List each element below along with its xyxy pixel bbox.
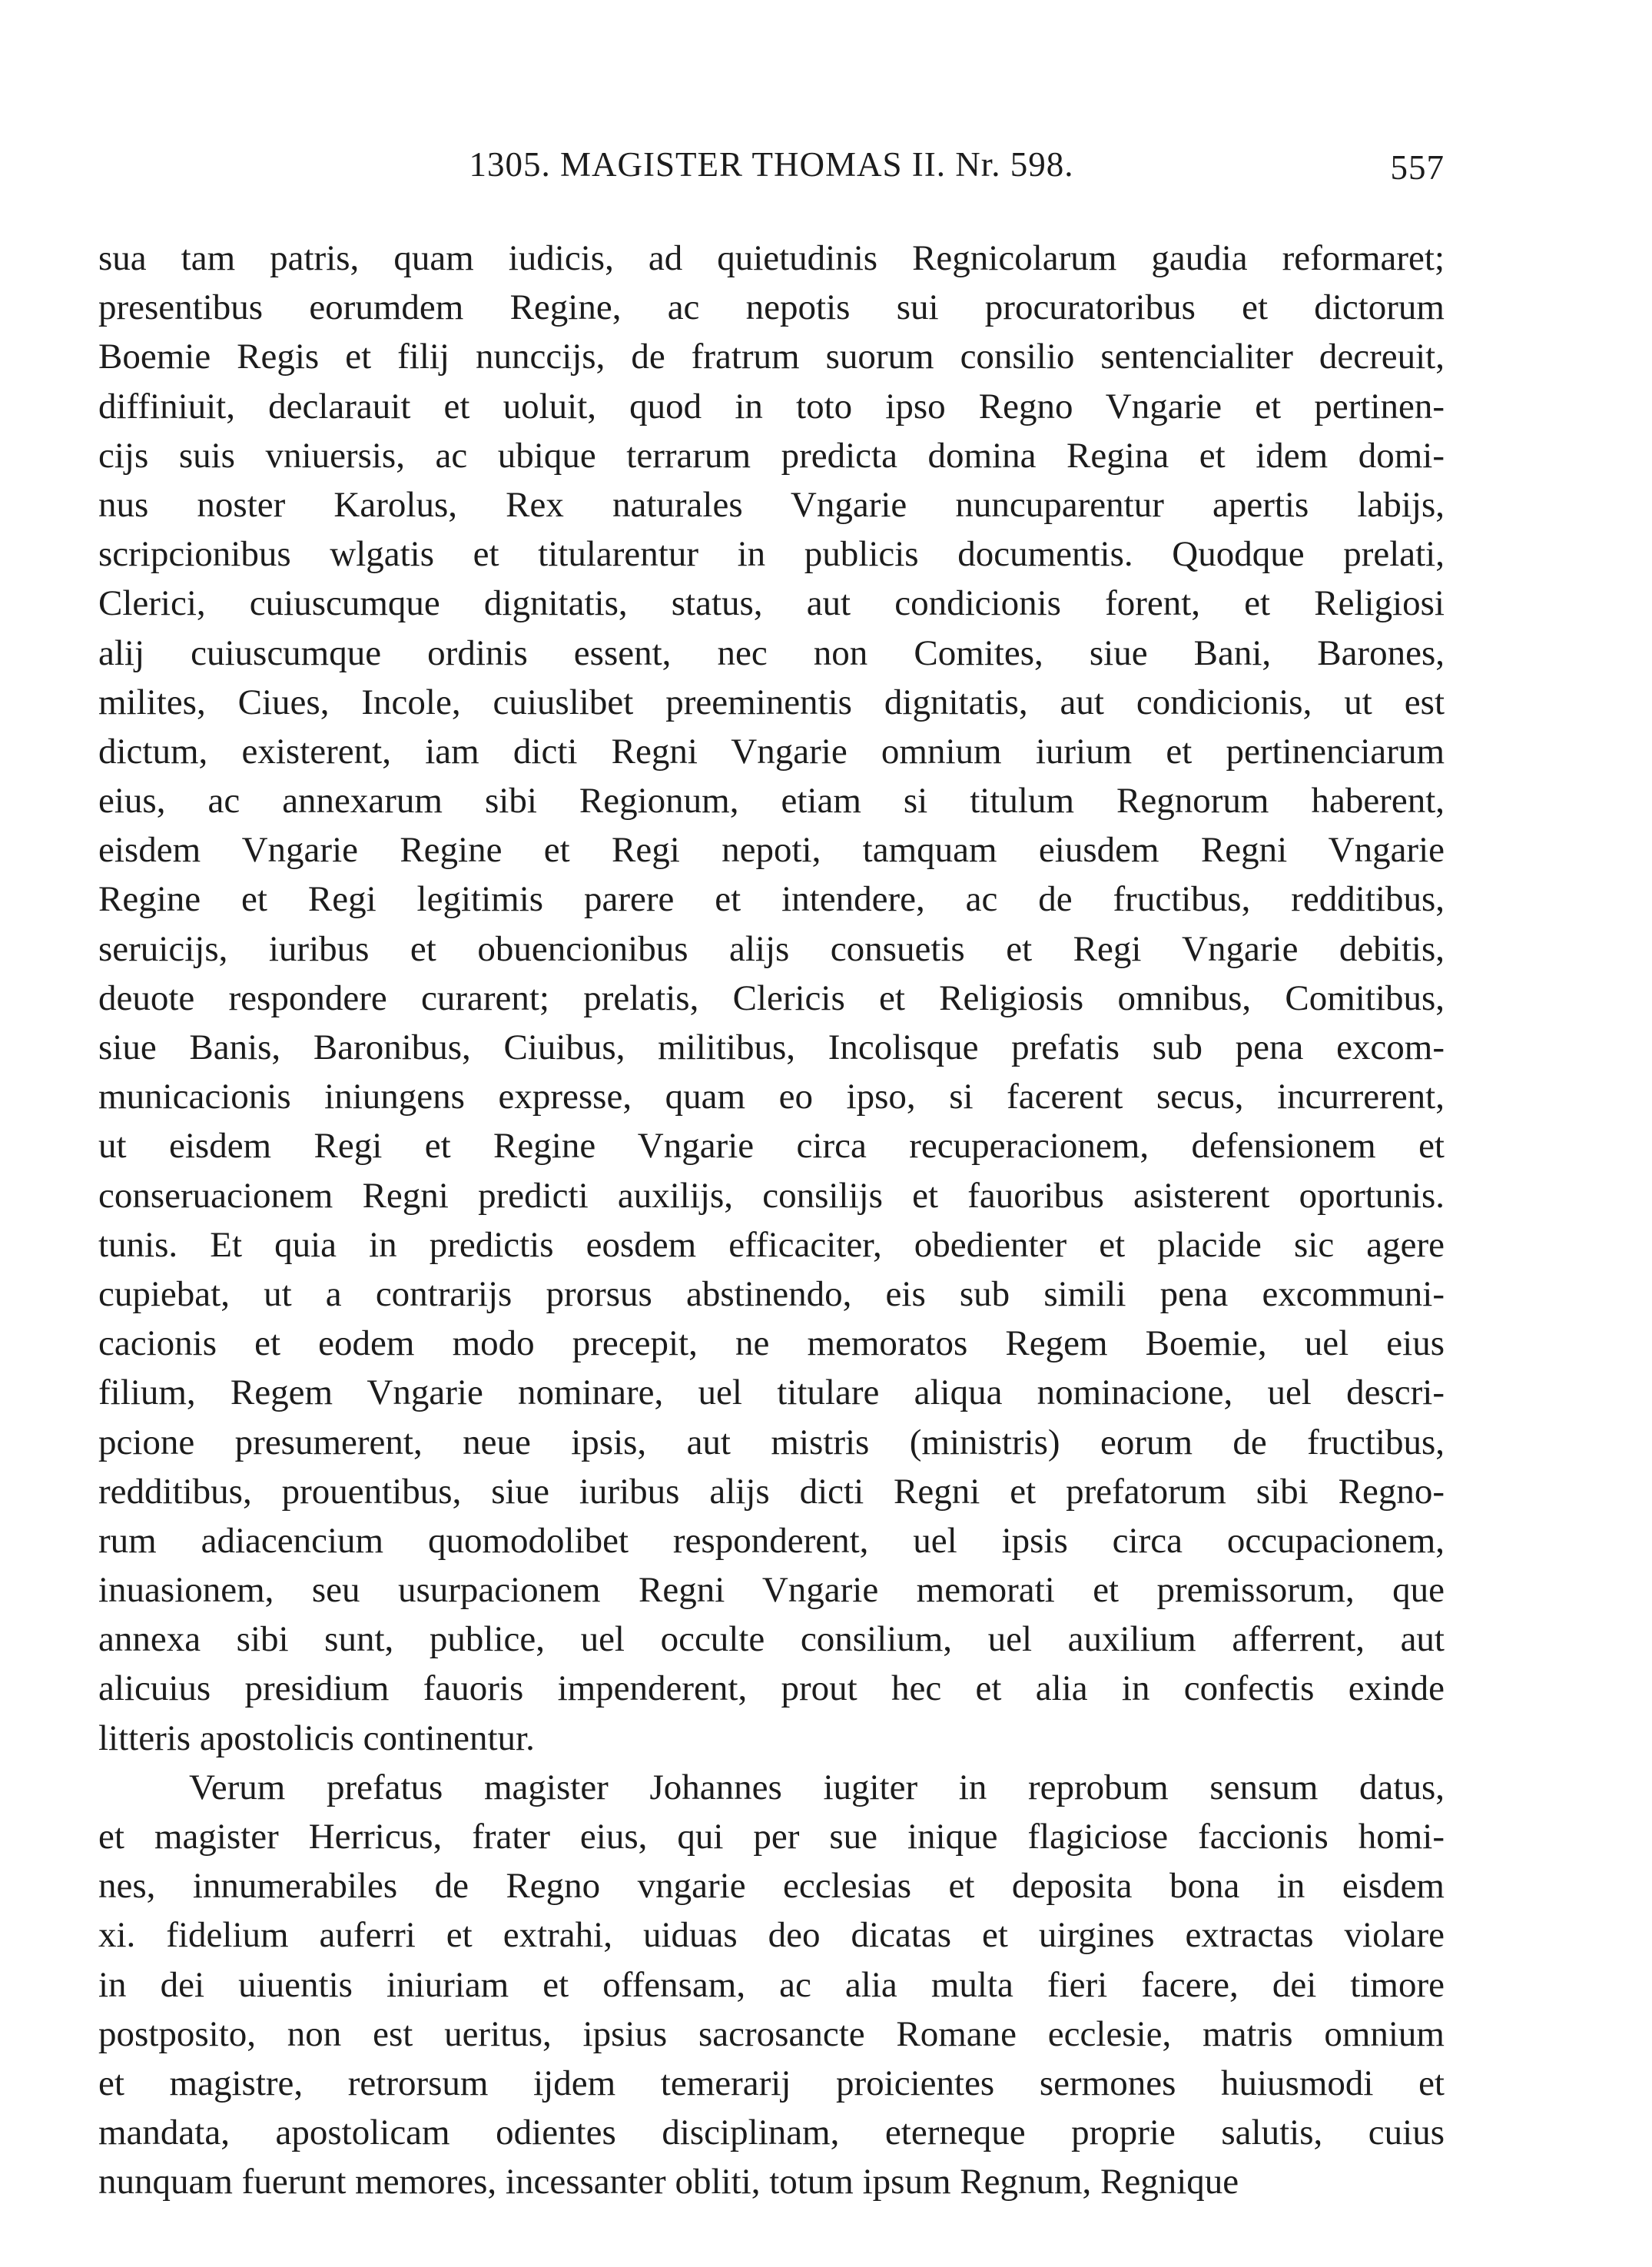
text-line: eius, ac annexarum sibi Regionum, etiam si titulum Regnorum haberent,: [98, 781, 1445, 821]
text-line: annexa sibi sunt, publice, uel occulte consilium, uel auxilium afferrent, aut: [98, 1619, 1445, 1660]
text-line: alij cuiuscumque ordinis essent, nec non Comites, siue Bani, Barones,: [98, 632, 1445, 673]
text-line: dictum, existerent, iam dicti Regni Vngarie omnium iurium et pertinenciarum: [98, 731, 1445, 772]
page-number: 557: [1390, 148, 1445, 187]
text-line: inuasionem, seu usurpacionem Regni Vngarie memorati et premissorum, que: [98, 1570, 1445, 1611]
text-line: et magister Herricus, frater eius, qui per sue inique flagiciose faccionis homi-: [98, 1817, 1445, 1857]
text-line: redditibus, prouentibus, siue iuribus alijs dicti Regni et prefatorum sibi Regno-: [98, 1471, 1445, 1512]
text-line: municacionis iniungens expresse, quam eo ipso, si facerent secus, incurrerent,: [98, 1077, 1445, 1117]
text-line: mandata, apostolicam odientes disciplinam, eterneque proprie salutis, cuius: [98, 2113, 1445, 2153]
text-line: filium, Regem Vngarie nominare, uel titulare aliqua nominacione, uel descri-: [98, 1372, 1445, 1413]
text-line: litteris apostolicis continentur.: [98, 1718, 535, 1758]
text-line: Regine et Regi legitimis parere et intendere, ac de fructibus, redditibus,: [98, 879, 1445, 920]
text-line: Clerici, cuiuscumque dignitatis, status, aut condicionis forent, et Religiosi: [98, 583, 1445, 624]
text-line: nus noster Karolus, Rex naturales Vngarie nuncuparentur apertis labijs,: [98, 484, 1445, 525]
text-line: rum adiacencium quomodolibet responderent, uel ipsis circa occupacionem,: [98, 1520, 1445, 1561]
text-line: alicuius presidium fauoris impenderent, prout hec et alia in confectis exinde: [98, 1668, 1445, 1709]
text-line: Boemie Regis et filij nunccijs, de fratrum suorum consilio sentencialiter decreuit,: [98, 337, 1445, 377]
text-line: Verum prefatus magister Johannes iugiter in reprobum sensum datus,: [189, 1767, 1445, 1807]
text-line: ut eisdem Regi et Regine Vngarie circa recuperacionem, defensionem et: [98, 1126, 1445, 1167]
text-line: seruicijs, iuribus et obuencionibus alijs consuetis et Regi Vngarie debitis,: [98, 928, 1445, 969]
text-line: sua tam patris, quam iudicis, ad quietudinis Regnicolarum gaudia reformaret;: [98, 238, 1445, 278]
text-line: eisdem Vngarie Regine et Regi nepoti, tamquam eiusdem Regni Vngarie: [98, 830, 1445, 871]
text-line: presentibus eorumdem Regine, ac nepotis sui procuratoribus et dictorum: [98, 287, 1445, 328]
text-line: et magistre, retrorsum ijdem temerarij proicientes sermones huiusmodi et: [98, 2063, 1445, 2103]
text-line: cacionis et eodem modo precepit, ne memoratos Regem Boemie, uel eius: [98, 1323, 1445, 1364]
running-head: [98, 144, 1445, 191]
paragraph: [98, 234, 1445, 1763]
text-line: tunis. Et quia in predictis eosdem efficaciter, obedienter et placide sic agere: [98, 1224, 1445, 1265]
body-text: [98, 234, 1445, 2207]
text-line: xi. fidelium auferri et extrahi, uiduas deo dicatas et uirgines extractas violare: [98, 1915, 1445, 1956]
text-line: nes, innumerabiles de Regno vngarie ecclesias et deposita bona in eisdem: [98, 1866, 1445, 1907]
text-line: nunquam fuerunt memores, incessanter obliti, totum ipsum Regnum, Regnique: [98, 2162, 1239, 2202]
text-line: conseruacionem Regni predicti auxilijs, consilijs et fauoribus asisterent oportunis.: [98, 1175, 1445, 1216]
text-line: scripcionibus wlgatis et titularentur in publicis documentis. Quodque prelati,: [98, 534, 1445, 575]
running-head-title: 1305. MAGISTER THOMAS II. Nr. 598.: [469, 145, 1074, 184]
paragraph: [98, 1763, 1445, 2207]
text-line: cupiebat, ut a contrarijs prorsus abstinendo, eis sub simili pena excommuni-: [98, 1273, 1445, 1314]
text-line: postposito, non est ueritus, ipsius sacrosancte Romane ecclesie, matris omnium: [98, 2013, 1445, 2054]
text-line: diffiniuit, declarauit et uoluit, quod in toto ipso Regno Vngarie et pertinen-: [98, 386, 1445, 427]
text-line: pcione presumerent, neue ipsis, aut mistris (ministris) eorum de fructibus,: [98, 1422, 1445, 1462]
text-line: cijs suis vniuersis, ac ubique terrarum predicta domina Regina et idem domi-: [98, 435, 1445, 476]
text-line: deuote respondere curarent; prelatis, Clericis et Religiosis omnibus, Comitibus,: [98, 977, 1445, 1018]
text-line: siue Banis, Baronibus, Ciuibus, militibus, Incolisque prefatis sub pena excom-: [98, 1027, 1445, 1067]
text-line: milites, Ciues, Incole, cuiuslibet preeminentis dignitatis, aut condicionis, ut est: [98, 682, 1445, 722]
text-line: in dei uiuentis iniuriam et offensam, ac alia multa fieri facere, dei timore: [98, 1964, 1445, 2005]
